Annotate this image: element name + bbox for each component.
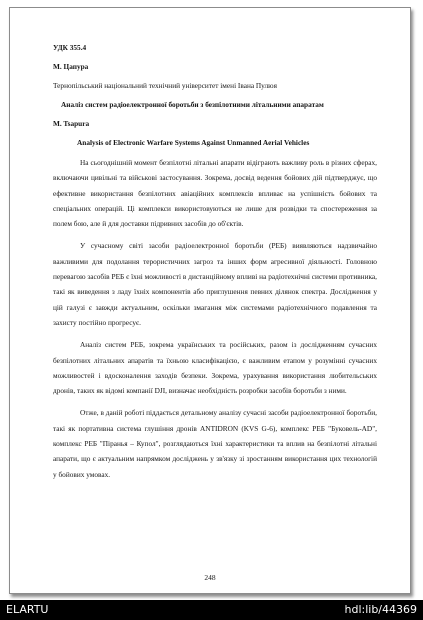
page-content bbox=[53, 42, 377, 482]
body-paragraph: У сучасному світі засоби радіоелектронної боротьби (РЕБ) виявляються надзвичайно важливими для подолання терористичних загроз та інших форм агресивної діяльності. Головною перевагою засобів РЕБ є їхні можливості в дистанційному впливі на радіотехнічні системи противника, такі як виведення з ладу їхніх компонентів або приглушення певних ділянок спектра. Дослідження у цій галузі є завжди актуальним, оскільки змагання між системами радіотехнічного подавлення та захисту постійно прогресує. bbox=[53, 241, 377, 327]
repository-footer bbox=[0, 600, 423, 620]
article-title-ua: Аналіз систем радіоелектронної боротьби з безпілотними літальними апаратам bbox=[61, 100, 324, 109]
page-number: 248 bbox=[204, 573, 216, 582]
handle-identifier: hdl:lib/44369 bbox=[344, 603, 417, 616]
document-page bbox=[9, 7, 411, 594]
body-paragraph: Аналіз систем РЕБ, зокрема українських та російських, разом із дослідженням сучасних безпілотних літальних апаратів та їхньою класифікацією, є важливим етапом у розумінні сучасних можливостей і вдосконалення заходів безпеки. Зокрема, урахування використання любительських дронів, таких як відомі компанії DJI, визначає необхідність розробки засобів боротьби з ними. bbox=[53, 340, 377, 396]
body-paragraph: На сьогоднішній момент безпілотні літальні апарати відіграють важливу роль в різних сферах, включаючи цивільні та військові застосування. Зокрема, досвід ведення бойових дій підтверджує, що ефективне використання безпілотних авіаційних комплексів впливає на успішність бойових та спеціальних операцій. Ці комплекси використовуються не лише для розвідки та спостереження за полем бою, але й для доставки підривних засобів до об'єктів. bbox=[53, 158, 377, 229]
author-en: M. Tsapura bbox=[53, 119, 90, 128]
affiliation: Тернопільський національний технічний університет імені Івана Пулюя bbox=[53, 81, 277, 90]
article-title-en: Analysis of Electronic Warfare Systems Against Unmanned Aerial Vehicles bbox=[77, 138, 310, 147]
body-paragraph: Отже, в даній роботі піддається детальному аналізу сучасні засоби радіоелектронної боротьби, такі як портативна система глушіння дронів ANTIDRON (KVS G-6), комплекс РЕБ "Буковель-AD", комплекс РЕБ "Піранья – Купол", розглядаються їхні характеристики та вплив на безпілотні літальні апарати, що є актуальним напрямком досліджень у зв'язку зі зростанням використання цих технологій у бойових умовах. bbox=[53, 408, 377, 479]
udc-code: УДК 355.4 bbox=[53, 43, 87, 52]
repository-name: ELARTU bbox=[6, 603, 49, 616]
author-ua: М. Цапура bbox=[53, 62, 89, 71]
